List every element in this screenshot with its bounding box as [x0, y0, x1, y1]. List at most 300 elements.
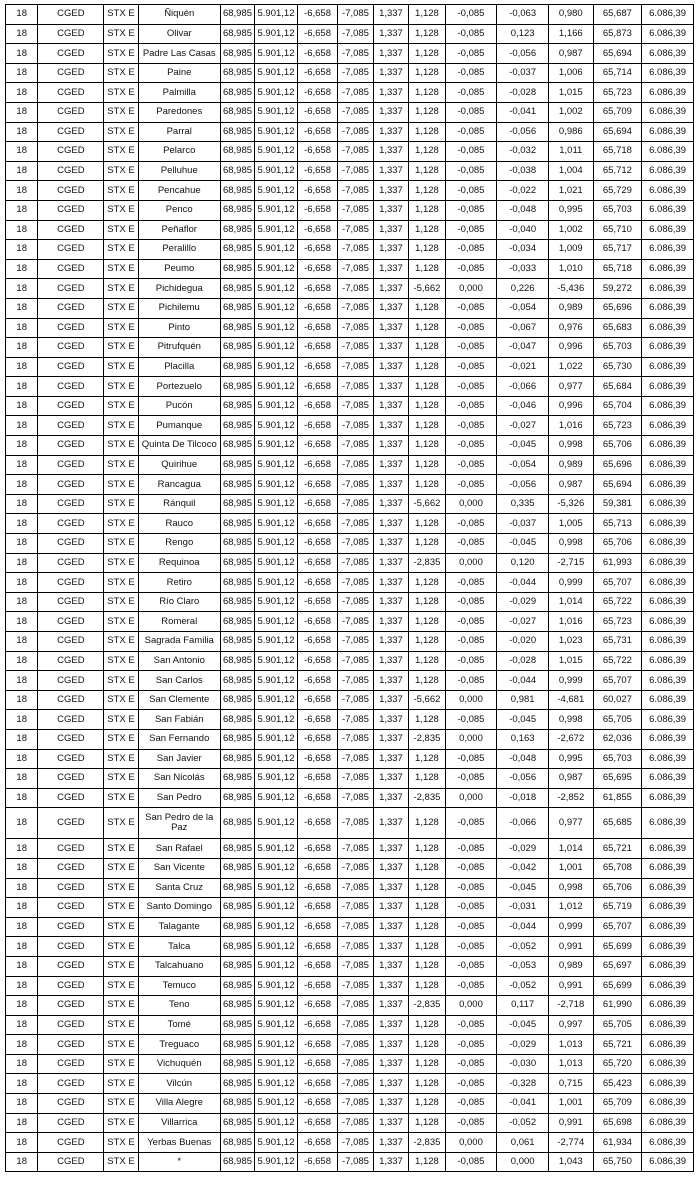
- table-cell: -6,658: [297, 1152, 338, 1172]
- table-cell: 18: [6, 1035, 38, 1055]
- table-cell: 68,985: [220, 917, 254, 937]
- table-cell: Romeral: [138, 612, 220, 632]
- table-cell: STX E: [104, 416, 138, 436]
- table-cell: -7,085: [338, 592, 373, 612]
- table-cell: -7,085: [338, 298, 373, 318]
- table-cell: 65,703: [593, 338, 642, 358]
- table-cell: 1,337: [373, 651, 408, 671]
- table-cell: -0,028: [497, 651, 549, 671]
- table-cell: 1,337: [373, 63, 408, 83]
- table-cell: 0,977: [549, 377, 594, 397]
- table-cell: STX E: [104, 729, 138, 749]
- table-cell: -0,085: [445, 200, 497, 220]
- table-cell: Palmilla: [138, 83, 220, 103]
- table-cell: 1,337: [373, 514, 408, 534]
- table-cell: 60,027: [593, 690, 642, 710]
- table-cell: 18: [6, 63, 38, 83]
- table-cell: 0,000: [445, 279, 497, 299]
- table-cell: 18: [6, 671, 38, 691]
- table-cell: -0,020: [497, 632, 549, 652]
- table-cell: -0,085: [445, 63, 497, 83]
- table-cell: Treguaco: [138, 1035, 220, 1055]
- table-cell: -6,658: [297, 1015, 338, 1035]
- table-cell: -0,085: [445, 514, 497, 534]
- table-cell: 68,985: [220, 1133, 254, 1153]
- table-row: [6, 220, 694, 240]
- table-cell: -6,658: [297, 102, 338, 122]
- table-row: [6, 839, 694, 859]
- table-cell: Villa Alegre: [138, 1094, 220, 1114]
- table-cell: STX E: [104, 298, 138, 318]
- table-cell: 18: [6, 1054, 38, 1074]
- table-cell: San Pedro de la Paz: [138, 808, 220, 839]
- table-cell: 5.901,12: [255, 514, 298, 534]
- table-cell: -6,658: [297, 494, 338, 514]
- table-cell: 0,977: [549, 808, 594, 839]
- table-row: [6, 181, 694, 201]
- table-cell: San Pedro: [138, 788, 220, 808]
- table-cell: -7,085: [338, 416, 373, 436]
- table-cell: -6,658: [297, 357, 338, 377]
- table-cell: -0,085: [445, 240, 497, 260]
- table-cell: 0,989: [549, 956, 594, 976]
- table-cell: 61,990: [593, 996, 642, 1016]
- table-cell: 6.086,39: [642, 475, 694, 495]
- table-cell: 1,337: [373, 898, 408, 918]
- table-row: [6, 475, 694, 495]
- table-cell: 5.901,12: [255, 259, 298, 279]
- table-cell: 68,985: [220, 436, 254, 456]
- table-cell: -0,044: [497, 917, 549, 937]
- table-cell: 1,009: [549, 240, 594, 260]
- table-cell: 1,001: [549, 858, 594, 878]
- table-cell: 1,016: [549, 612, 594, 632]
- table-cell: 68,985: [220, 808, 254, 839]
- table-cell: -6,658: [297, 279, 338, 299]
- table-row: [6, 690, 694, 710]
- table-cell: 18: [6, 1133, 38, 1153]
- table-cell: CGED: [38, 729, 104, 749]
- table-cell: 1,013: [549, 1054, 594, 1074]
- table-cell: -7,085: [338, 573, 373, 593]
- table-cell: 1,337: [373, 455, 408, 475]
- table-cell: 1,128: [409, 1113, 445, 1133]
- table-cell: 6.086,39: [642, 858, 694, 878]
- table-cell: -2,835: [409, 729, 445, 749]
- table-cell: Pencahue: [138, 181, 220, 201]
- table-cell: 0,996: [549, 396, 594, 416]
- table-cell: -6,658: [297, 377, 338, 397]
- table-cell: -6,658: [297, 298, 338, 318]
- table-cell: 68,985: [220, 878, 254, 898]
- table-cell: 1,337: [373, 5, 408, 25]
- table-cell: -0,085: [445, 878, 497, 898]
- table-cell: 1,128: [409, 357, 445, 377]
- table-cell: 1,128: [409, 1074, 445, 1094]
- table-row: [6, 338, 694, 358]
- table-cell: 1,128: [409, 416, 445, 436]
- table-cell: 5.901,12: [255, 83, 298, 103]
- table-row: [6, 573, 694, 593]
- table-cell: 65,696: [593, 298, 642, 318]
- table-cell: Vichuquén: [138, 1054, 220, 1074]
- table-cell: -4,681: [549, 690, 594, 710]
- table-cell: 18: [6, 690, 38, 710]
- table-cell: Pelluhue: [138, 161, 220, 181]
- table-cell: 18: [6, 494, 38, 514]
- table-cell: Parral: [138, 122, 220, 142]
- table-cell: -0,085: [445, 976, 497, 996]
- table-cell: 5.901,12: [255, 181, 298, 201]
- table-cell: STX E: [104, 200, 138, 220]
- table-cell: 18: [6, 455, 38, 475]
- table-cell: 5.901,12: [255, 1094, 298, 1114]
- table-row: [6, 710, 694, 730]
- table-cell: CGED: [38, 240, 104, 260]
- table-cell: 18: [6, 396, 38, 416]
- table-cell: 1,022: [549, 357, 594, 377]
- table-cell: 1,016: [549, 416, 594, 436]
- table-cell: STX E: [104, 1094, 138, 1114]
- table-cell: STX E: [104, 44, 138, 64]
- table-cell: 1,128: [409, 475, 445, 495]
- table-cell: CGED: [38, 839, 104, 859]
- table-cell: 68,985: [220, 1054, 254, 1074]
- table-cell: STX E: [104, 710, 138, 730]
- table-cell: 6.086,39: [642, 553, 694, 573]
- table-cell: CGED: [38, 181, 104, 201]
- table-cell: CGED: [38, 396, 104, 416]
- table-cell: -0,052: [497, 937, 549, 957]
- table-cell: -7,085: [338, 1133, 373, 1153]
- table-cell: 65,697: [593, 956, 642, 976]
- table-cell: Portezuelo: [138, 377, 220, 397]
- table-cell: -6,658: [297, 858, 338, 878]
- table-cell: 1,337: [373, 1152, 408, 1172]
- table-cell: Quinta De Tilcoco: [138, 436, 220, 456]
- table-cell: Talagante: [138, 917, 220, 937]
- table-cell: STX E: [104, 898, 138, 918]
- table-cell: -6,658: [297, 475, 338, 495]
- table-cell: -6,658: [297, 1054, 338, 1074]
- table-cell: CGED: [38, 878, 104, 898]
- table-cell: -0,085: [445, 338, 497, 358]
- table-cell: 1,337: [373, 612, 408, 632]
- table-cell: 68,985: [220, 318, 254, 338]
- table-cell: CGED: [38, 976, 104, 996]
- table-cell: 1,128: [409, 534, 445, 554]
- table-cell: 5.901,12: [255, 710, 298, 730]
- table-cell: STX E: [104, 122, 138, 142]
- table-cell: CGED: [38, 612, 104, 632]
- table-cell: 18: [6, 592, 38, 612]
- table-cell: 1,128: [409, 976, 445, 996]
- table-cell: 1,337: [373, 917, 408, 937]
- table-cell: 1,128: [409, 632, 445, 652]
- table-cell: Temuco: [138, 976, 220, 996]
- table-cell: CGED: [38, 632, 104, 652]
- table-cell: 6.086,39: [642, 514, 694, 534]
- table-cell: -7,085: [338, 83, 373, 103]
- table-cell: -0,085: [445, 83, 497, 103]
- table-cell: -6,658: [297, 338, 338, 358]
- table-row: [6, 102, 694, 122]
- table-cell: -7,085: [338, 1152, 373, 1172]
- table-cell: -0,085: [445, 1035, 497, 1055]
- table-cell: 0,000: [445, 788, 497, 808]
- table-cell: STX E: [104, 749, 138, 769]
- table-row: [6, 956, 694, 976]
- table-cell: STX E: [104, 858, 138, 878]
- table-cell: STX E: [104, 808, 138, 839]
- table-cell: 1,002: [549, 220, 594, 240]
- table-cell: -6,658: [297, 5, 338, 25]
- table-cell: -2,672: [549, 729, 594, 749]
- table-row: [6, 1133, 694, 1153]
- table-cell: -6,658: [297, 710, 338, 730]
- table-cell: 1,337: [373, 122, 408, 142]
- table-cell: -0,085: [445, 769, 497, 789]
- table-cell: 5.901,12: [255, 671, 298, 691]
- table-cell: 6.086,39: [642, 651, 694, 671]
- table-cell: 6.086,39: [642, 200, 694, 220]
- table-row: [6, 357, 694, 377]
- table-cell: -0,085: [445, 318, 497, 338]
- table-cell: 68,985: [220, 573, 254, 593]
- table-cell: 5.901,12: [255, 769, 298, 789]
- table-cell: 1,015: [549, 83, 594, 103]
- table-cell: 1,337: [373, 279, 408, 299]
- table-body: [6, 5, 694, 1172]
- table-cell: 6.086,39: [642, 1074, 694, 1094]
- table-cell: -0,029: [497, 839, 549, 859]
- table-cell: -0,045: [497, 534, 549, 554]
- table-cell: 18: [6, 514, 38, 534]
- table-cell: 18: [6, 161, 38, 181]
- table-cell: 65,707: [593, 573, 642, 593]
- table-cell: STX E: [104, 956, 138, 976]
- table-cell: CGED: [38, 298, 104, 318]
- table-cell: STX E: [104, 396, 138, 416]
- table-cell: 65,705: [593, 1015, 642, 1035]
- table-cell: 65,695: [593, 769, 642, 789]
- table-cell: 18: [6, 240, 38, 260]
- table-cell: STX E: [104, 1113, 138, 1133]
- table-cell: 5.901,12: [255, 573, 298, 593]
- table-cell: 1,128: [409, 956, 445, 976]
- table-cell: -6,658: [297, 240, 338, 260]
- table-cell: 59,272: [593, 279, 642, 299]
- table-cell: 65,705: [593, 710, 642, 730]
- table-cell: 0,000: [445, 1133, 497, 1153]
- table-cell: -6,658: [297, 839, 338, 859]
- table-cell: 68,985: [220, 1152, 254, 1172]
- table-cell: 68,985: [220, 200, 254, 220]
- table-cell: 1,128: [409, 122, 445, 142]
- table-cell: 6.086,39: [642, 102, 694, 122]
- table-cell: 5.901,12: [255, 956, 298, 976]
- table-cell: 1,128: [409, 161, 445, 181]
- table-row: [6, 122, 694, 142]
- table-cell: 6.086,39: [642, 976, 694, 996]
- table-row: [6, 788, 694, 808]
- table-cell: 65,685: [593, 808, 642, 839]
- table-cell: -7,085: [338, 839, 373, 859]
- table-cell: 68,985: [220, 592, 254, 612]
- table-cell: 18: [6, 749, 38, 769]
- table-cell: -6,658: [297, 573, 338, 593]
- table-row: [6, 1152, 694, 1172]
- table-cell: STX E: [104, 976, 138, 996]
- table-cell: -0,029: [497, 1035, 549, 1055]
- table-row: [6, 142, 694, 162]
- table-cell: CGED: [38, 937, 104, 957]
- table-cell: 65,699: [593, 976, 642, 996]
- table-cell: 6.086,39: [642, 1035, 694, 1055]
- table-cell: 6.086,39: [642, 788, 694, 808]
- table-cell: 68,985: [220, 690, 254, 710]
- table-cell: -6,658: [297, 161, 338, 181]
- table-cell: 18: [6, 632, 38, 652]
- table-cell: CGED: [38, 200, 104, 220]
- table-cell: 68,985: [220, 122, 254, 142]
- table-cell: 6.086,39: [642, 1133, 694, 1153]
- table-cell: -6,658: [297, 455, 338, 475]
- table-cell: 1,337: [373, 632, 408, 652]
- table-cell: -0,085: [445, 651, 497, 671]
- table-cell: 68,985: [220, 475, 254, 495]
- table-cell: 65,719: [593, 898, 642, 918]
- table-cell: 6.086,39: [642, 1113, 694, 1133]
- table-cell: 0,986: [549, 122, 594, 142]
- table-cell: 1,337: [373, 357, 408, 377]
- table-cell: 0,000: [445, 996, 497, 1016]
- table-cell: CGED: [38, 102, 104, 122]
- table-cell: -0,085: [445, 534, 497, 554]
- table-cell: 0,061: [497, 1133, 549, 1153]
- table-cell: 68,985: [220, 377, 254, 397]
- table-cell: Talca: [138, 937, 220, 957]
- table-cell: 1,014: [549, 592, 594, 612]
- table-cell: Tomé: [138, 1015, 220, 1035]
- table-cell: 5.901,12: [255, 996, 298, 1016]
- table-cell: -0,085: [445, 858, 497, 878]
- table-cell: 68,985: [220, 534, 254, 554]
- table-cell: -0,328: [497, 1074, 549, 1094]
- table-cell: CGED: [38, 534, 104, 554]
- table-cell: 68,985: [220, 494, 254, 514]
- table-cell: -0,054: [497, 455, 549, 475]
- table-cell: -0,047: [497, 338, 549, 358]
- table-cell: CGED: [38, 1035, 104, 1055]
- table-cell: 1,337: [373, 416, 408, 436]
- table-cell: -0,045: [497, 436, 549, 456]
- table-cell: 1,337: [373, 200, 408, 220]
- table-cell: STX E: [104, 240, 138, 260]
- table-cell: 0,715: [549, 1074, 594, 1094]
- table-cell: 18: [6, 298, 38, 318]
- table-cell: STX E: [104, 338, 138, 358]
- table-cell: 1,128: [409, 671, 445, 691]
- table-cell: 18: [6, 534, 38, 554]
- table-cell: 5.901,12: [255, 161, 298, 181]
- table-cell: 18: [6, 612, 38, 632]
- table-cell: 0,163: [497, 729, 549, 749]
- table-cell: -7,085: [338, 878, 373, 898]
- table-cell: 18: [6, 1113, 38, 1133]
- table-cell: -2,835: [409, 553, 445, 573]
- table-cell: -0,066: [497, 808, 549, 839]
- table-cell: 5.901,12: [255, 788, 298, 808]
- table-cell: 6.086,39: [642, 63, 694, 83]
- table-cell: -7,085: [338, 917, 373, 937]
- table-cell: Padre Las Casas: [138, 44, 220, 64]
- table-cell: 65,720: [593, 1054, 642, 1074]
- table-cell: -0,085: [445, 181, 497, 201]
- table-cell: CGED: [38, 769, 104, 789]
- table-row: [6, 514, 694, 534]
- table-cell: 18: [6, 338, 38, 358]
- table-cell: 5.901,12: [255, 917, 298, 937]
- table-cell: -0,085: [445, 808, 497, 839]
- table-cell: 68,985: [220, 455, 254, 475]
- table-cell: 1,337: [373, 878, 408, 898]
- table-cell: STX E: [104, 1074, 138, 1094]
- table-cell: 1,337: [373, 937, 408, 957]
- table-cell: CGED: [38, 5, 104, 25]
- table-cell: -0,033: [497, 259, 549, 279]
- table-cell: 62,036: [593, 729, 642, 749]
- table-cell: 0,117: [497, 996, 549, 1016]
- table-cell: 65,721: [593, 839, 642, 859]
- table-cell: 5.901,12: [255, 534, 298, 554]
- table-cell: -6,658: [297, 220, 338, 240]
- table-cell: -0,056: [497, 122, 549, 142]
- table-cell: -7,085: [338, 161, 373, 181]
- table-cell: -0,085: [445, 220, 497, 240]
- table-cell: STX E: [104, 553, 138, 573]
- table-cell: San Fernando: [138, 729, 220, 749]
- table-cell: 65,718: [593, 142, 642, 162]
- table-cell: -0,085: [445, 632, 497, 652]
- table-cell: -6,658: [297, 996, 338, 1016]
- table-cell: 1,128: [409, 338, 445, 358]
- table-cell: 68,985: [220, 788, 254, 808]
- table-cell: 1,337: [373, 956, 408, 976]
- table-cell: San Rafael: [138, 839, 220, 859]
- table-cell: CGED: [38, 1054, 104, 1074]
- table-cell: -2,718: [549, 996, 594, 1016]
- table-cell: STX E: [104, 839, 138, 859]
- table-cell: Pelarco: [138, 142, 220, 162]
- table-row: [6, 937, 694, 957]
- table-cell: 1,337: [373, 338, 408, 358]
- table-cell: -0,085: [445, 592, 497, 612]
- table-cell: -6,658: [297, 63, 338, 83]
- table-cell: 18: [6, 142, 38, 162]
- table-cell: 18: [6, 475, 38, 495]
- table-row: [6, 592, 694, 612]
- table-cell: 6.086,39: [642, 690, 694, 710]
- table-cell: 68,985: [220, 83, 254, 103]
- table-cell: Pumanque: [138, 416, 220, 436]
- table-cell: 18: [6, 24, 38, 44]
- table-cell: CGED: [38, 592, 104, 612]
- table-cell: 6.086,39: [642, 357, 694, 377]
- table-cell: 1,128: [409, 937, 445, 957]
- table-cell: 18: [6, 5, 38, 25]
- table-cell: 0,999: [549, 671, 594, 691]
